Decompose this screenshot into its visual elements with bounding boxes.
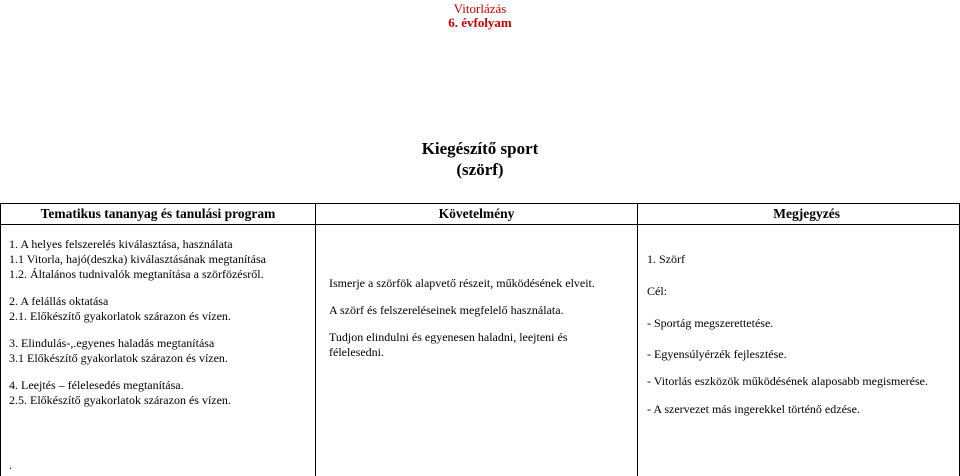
document-title (0, 138, 960, 180)
program-line: 2. A felállás oktatása (9, 294, 109, 308)
curriculum-table (0, 203, 960, 476)
requirement-item: Tudjon elindulni és egyenesen haladni, leejteni és félelesedni. (329, 330, 568, 359)
notes-heading: 1. Szörf (647, 252, 685, 266)
header-divider (1, 224, 959, 225)
program-line: 3.1 Előkészítő gyakorlatok szárazon és vízen. (9, 351, 228, 365)
program-line: 2.1. Előkészítő gyakorlatok szárazon és vízen. (9, 309, 231, 323)
column-header-notes: Megjegyzés (773, 206, 840, 221)
notes-item: - A szervezet más ingerekkel történő edzése. (647, 402, 860, 416)
program-line: 1.2. Általános tudnivalók megtanítása a szörfözésről. (9, 267, 264, 281)
notes-item: - Sportág megszerettetése. (647, 316, 774, 330)
requirements-cell (329, 276, 619, 360)
program-cell (9, 237, 309, 408)
program-line: 4. Leejtés – félelesedés megtanítása. (9, 378, 184, 392)
program-trailing-dot: . (9, 458, 12, 472)
requirement-item: A szörf és felszereléseinek megfelelő használata. (329, 303, 564, 317)
title-line-2: (szörf) (456, 160, 504, 179)
notes-item: - Egyensúlyérzék fejlesztése. (647, 347, 787, 361)
requirement-item: Ismerje a szörfök alapvető részeit, működésének elveit. (329, 276, 595, 290)
grade-label: 6. évfolyam (448, 15, 512, 30)
notes-goal-label: Cél: (647, 284, 667, 298)
notes-cell (647, 252, 947, 417)
column-divider (315, 204, 316, 476)
column-header-requirements: Követelmény (438, 206, 515, 221)
column-divider (637, 204, 638, 476)
program-line: 2.5. Előkészítő gyakorlatok szárazon és vízen. (9, 393, 231, 407)
title-line-1: Kiegészítő sport (421, 139, 539, 158)
program-line: 1.1 Vitorla, hajó(deszka) kiválasztásának megtanítása (9, 252, 266, 266)
program-line: 1. A helyes felszerelés kiválasztása, használata (9, 237, 233, 251)
program-line: 3. Elindulás-,.egyenes haladás megtanítása (9, 336, 215, 350)
subject-title: Vitorlázás (453, 1, 507, 16)
notes-item: - Vitorlás eszközök működésének alaposabb megismerése. (647, 374, 928, 388)
column-header-program: Tematikus tananyag és tanulási program (40, 206, 276, 221)
